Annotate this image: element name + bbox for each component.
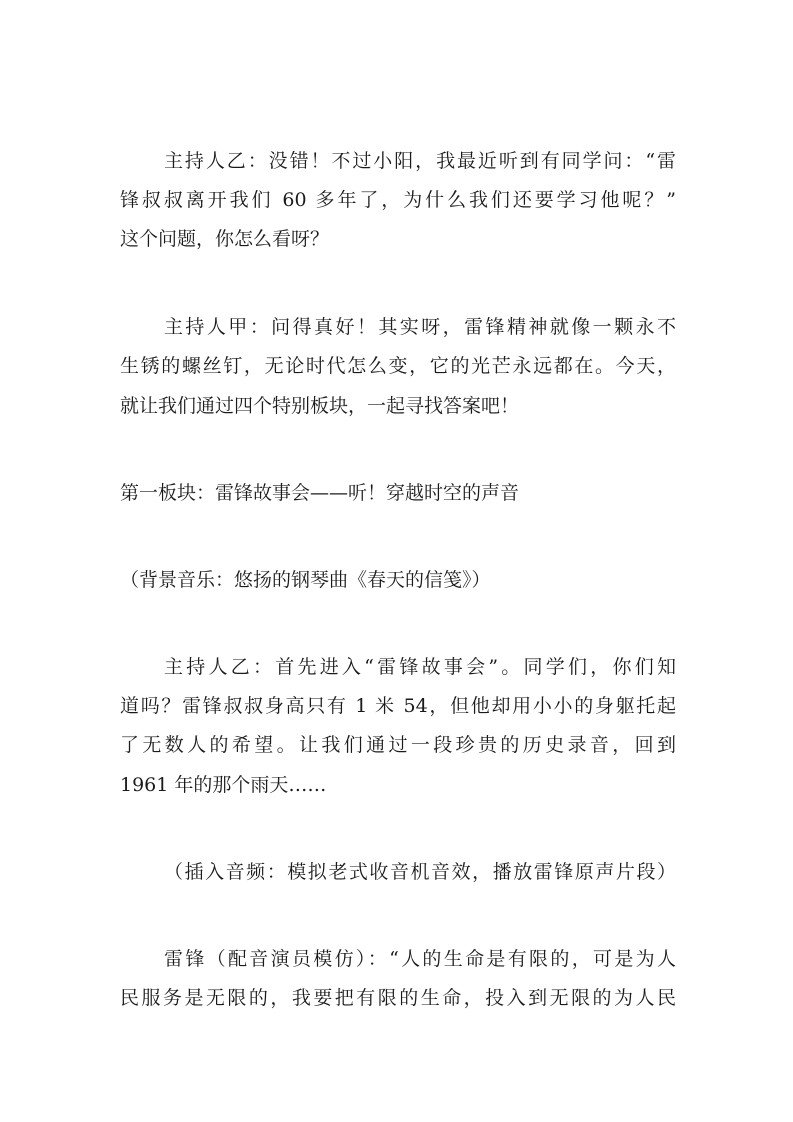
stage-direction-music: （背景音乐：悠扬的钢琴曲《春天的信笺》） bbox=[120, 569, 491, 591]
paragraph-1-line-3: 这个问题，你怎么看呀？ bbox=[120, 228, 330, 250]
paragraph-5-line-4: 1961 年的那个雨天…… bbox=[120, 774, 327, 796]
paragraph-5-line-1: 主持人乙：首先进入“雷锋故事会”。同学们，你们知 bbox=[164, 656, 676, 678]
paragraph-1-line-1: 主持人乙：没错！不过小阳，我最近听到有同学问：“雷 bbox=[164, 150, 676, 172]
section-heading: 第一板块：雷锋故事会——听！穿越时空的声音 bbox=[120, 482, 520, 504]
stage-direction-audio: （插入音频：模拟老式收音机音效，播放雷锋原声片段） bbox=[164, 861, 676, 883]
paragraph-2-line-3: 就让我们通过四个特别板块，一起寻找答案吧！ bbox=[120, 395, 520, 417]
paragraph-5-line-3: 了无数人的希望。让我们通过一段珍贵的历史录音，回到 bbox=[120, 734, 676, 756]
paragraph-5-line-2: 道吗？雷锋叔叔身高只有 1 米 54，但他却用小小的身躯托起 bbox=[120, 695, 676, 717]
paragraph-2-line-2: 生锈的螺丝钉，无论时代怎么变，它的光芒永远都在。今天， bbox=[120, 355, 676, 377]
paragraph-7-line-1: 雷锋（配音演员模仿）：“人的生命是有限的，可是为人 bbox=[164, 948, 676, 970]
paragraph-7-line-2: 民服务是无限的，我要把有限的生命，投入到无限的为人民 bbox=[120, 987, 676, 1009]
paragraph-2-line-1: 主持人甲：问得真好！其实呀，雷锋精神就像一颗永不 bbox=[164, 316, 676, 338]
paragraph-1-line-2: 锋叔叔离开我们 60 多年了，为什么我们还要学习他呢？” bbox=[120, 189, 676, 211]
